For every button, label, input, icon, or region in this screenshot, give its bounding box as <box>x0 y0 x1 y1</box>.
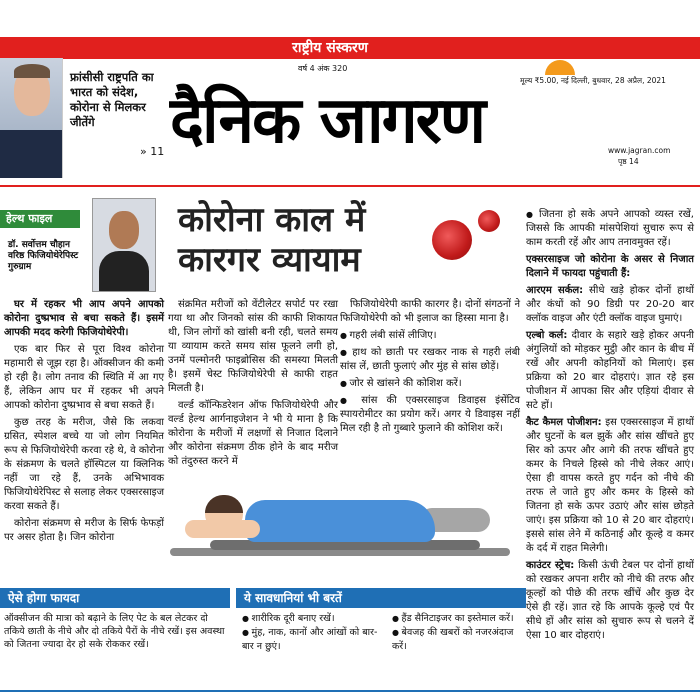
illustration-hair <box>205 495 243 513</box>
list-item: ● जोर से खांसने की कोशिश करें। <box>340 377 520 391</box>
exercise-text: दीवार के सहारे खड़े होकर अपनी अंगुलियों को मोड़कर मुट्ठी और कान के बीच में रखें और अपनी कोहनियों को मिलाएं। इस प्रक्रिया को 20 बार दोहराएं। ज्ञात रहे इस पोजीशन में आपका सिर और एड़ियां दीवार से सटे हों। <box>526 330 695 411</box>
paragraph: एक बार फिर से पूरा विश्व कोरोना महामारी से जूझ रहा है। ऑक्सीजन की कमी हो रही है। लोग तनाव की स्थिति में आ गए हैं, लेकिन आप घर में रहकर भी अपने आपको कोरोना दुष्प्रभाव से बचा सकते हैं। <box>4 344 164 411</box>
virus-small-icon <box>478 210 500 232</box>
exercise-label: एल्बो कर्ल: <box>526 330 568 341</box>
exercise-text: सीधे खड़े होकर दोनों हाथों और कंधों को 90 डिग्री पर 20-20 बार क्लॉक वाइज और एंटी क्लॉक वाइज घुमाएं। <box>526 285 694 324</box>
paragraph: फिजियोथेरेपी काफी कारगर है। दोनों संगठनों ने फिजियोथेरेपी को भी इलाज का हिस्सा माना है। <box>340 299 520 324</box>
list-item: ● हाथ को छाती पर रखकर नाक से गहरी लंबी सांस लें, छाती फुलाएं और मुंह से सांस छोड़ें। <box>340 346 520 374</box>
list-item: ● जितना हो सके अपने आपको व्यस्त रखें, जिससे कि आपकी मांसपेशियां सुचारु रूप से काम करती रहें और आप तनावमुक्त रहें। <box>526 208 694 250</box>
exercise-text: किसी ऊंची टेबल पर दोनों हाथों को रखकर अपना शरीर को नीचे की तरफ और कूल्हों को पीछे की तरफ खींचें और कुछ देर ऐसे ही रहें। ज्ञात रहे कि आपके कूल्हे एवं पैर सीधे हों और सांस को सुचारु रूप से चलने दें ऐसा 10 बार दोहराएं। <box>526 560 694 641</box>
author-face <box>109 211 139 249</box>
newspaper-logo: दैनिक जागरण <box>170 83 485 158</box>
caution-box-title: ये सावधानियां भी बरतें <box>236 588 526 608</box>
footer-rule <box>0 690 700 692</box>
page-count: पृष्ठ 14 <box>618 157 639 166</box>
exercise-text: इस एक्सरसाइज में हाथों और घुटनों के बल झुकें और सांस खींचते हुए सिर को ऊपर और आगे की तरफ खींचते हुए कमर के निचले हिस्से को नीचे लेकर आएं। ऐसा ही वापस करते हुए गर्दन को नीचे की तरफ ले जाते हुए और कमर के हिस्से को जितना हो सके ऊपर उठाएं और सांस छोड़ते जाएं। इस प्रक्रिया को 10 से 20 बार दोहराएं। इससे सांस लेने में कठिनाई और कूल्हे व कमर के दर्द में राहत मिलेगी। <box>526 417 694 554</box>
article-column-4 <box>526 208 694 646</box>
list-item: ● हैंड सैनिटाइजर का इस्तेमाल करें। <box>392 612 522 626</box>
benefit-box-title: ऐसे होगा फायदा <box>0 588 230 608</box>
paragraph: संक्रमित मरीजों को वेंटीलेटर सपोर्ट पर रखा गया था और जिनको सांस की काफी शिकायत थी, जिन लोगों को खांसी बनी रही, चलते समय या व्यायाम करते समय सांस फूलने लगी हो, उनमें पल्मोनरी फाइब्रोसिस की समस्या मिलती है। इसमें चेस्ट फिजियोथेरेपी से काफी राहत मिलती है। <box>168 299 338 394</box>
tips-list <box>340 329 520 436</box>
list-item: ● शारीरिक दूरी बनाए रखें। <box>242 612 382 626</box>
logo-sun-icon <box>545 60 575 75</box>
health-file-label: हेल्थ फाइल <box>6 212 53 225</box>
virus-icon <box>432 220 472 260</box>
exercise-counter-stretch <box>526 559 694 643</box>
list-item: ● बेवजह की खबरों को नजरअंदाज करें। <box>392 626 522 654</box>
lead-paragraph: घर में रहकर भी आप अपने आपको कोरोना दुष्प्रभाव से बचा सकते हैं। इसमें आपकी मदद करेगी फिजियोथेरेपी। <box>4 299 164 338</box>
price-date: मूल्य ₹5.00, नई दिल्ली, बुधवार, 28 अप्रैल, 2021 <box>520 76 666 85</box>
teaser-headline[interactable]: फ्रांसीसी राष्ट्रपति का भारत को संदेश, कोरोना से मिलकर जीतेंगे <box>70 70 154 129</box>
volume-issue: वर्ष 4 अंक 320 <box>298 64 348 73</box>
caution-list-right <box>392 612 522 654</box>
paragraph: कोरोना संक्रमण से मरीज के सिर्फ फेफड़ों पर असर होता है। जिन कोरोना <box>4 518 164 543</box>
edition-label: राष्ट्रीय संस्करण <box>292 40 368 56</box>
headline-line-2: कारगर व्यायाम <box>178 240 361 280</box>
exercise-elbow-curl <box>526 329 694 413</box>
paragraph: कुछ तरह के मरीज, जैसे कि लकवा ग्रसित, स्पेशल बच्चे या जो लोग नियमित रूप से फिजियोथेरेपी करवा रहे थे, वे कोरोना के संक्रमण के चलते हॉस्पिटल या क्लिनिक नहीं जा रहे हैं, उनके अभिभावक फिजियोथेरेपिस्ट से सलाह लेकर एक्सरसाइज करवा सकते हैं। <box>4 417 164 512</box>
headline-line-1: कोरोना काल में <box>178 200 366 240</box>
author-credit: डॉ. सर्वोत्तम चौहान वरिष्ठ फिजियोथेरेपिस्ट गुरुग्राम <box>8 240 79 272</box>
website[interactable]: www.jagran.com <box>608 146 671 155</box>
masthead-divider <box>0 185 700 187</box>
article-column-1 <box>4 298 164 548</box>
paragraph: वर्ल्ड कॉन्फिडरेशन ऑफ फिजियोथेरेपी और वर्ल्ड हेल्थ आर्गनाइजेशन ने भी ये माना है कि कोरोना के मरीजों में लक्षणों से निजात दिलाने और कोरोना संक्रमण ठीक होने के बाद मरीज को तंदुरुस्त करने में <box>168 400 338 467</box>
caution-list-left <box>242 612 382 654</box>
article-headline <box>178 200 458 280</box>
author-photo <box>92 198 156 292</box>
exercise-arm-circle <box>526 284 694 326</box>
exercise-label: कैट कैमल पोजीशन: <box>526 417 602 428</box>
exercise-label: आरएम सर्कल: <box>526 285 584 296</box>
exercise-heading: एक्सरसाइज जो कोरोना के असर से निजात दिलाने में फायदा पहुंचाती हैं: <box>526 254 694 279</box>
list-item: ● सांस की एक्सरसाइज डिवाइस इंसेंटिव स्पायरोमीटर का प्रयोग करें। अगर ये डिवाइस नहीं मिल रही है तो गुब्बारे फुलाने की कोशिश करें। <box>340 394 520 436</box>
author-body <box>99 251 149 291</box>
teaser-hair <box>14 64 50 78</box>
list-item: ● मुंह, नाक, कानों और आंखों को बार-बार न छुएं। <box>242 626 382 654</box>
illustration-body <box>245 500 435 542</box>
teaser-photo[interactable] <box>0 58 63 178</box>
benefit-box-text: ऑक्सीजन की मात्रा को बढ़ाने के लिए पेट के बल लेटकर दो तकिये छाती के नीचे और दो तकिये पैरों के नीचे रखें। इस अवस्था को जितना ज्यादा देर हो सके रोककर रखें। <box>4 613 225 650</box>
exercise-cat-camel <box>526 416 694 556</box>
exercise-label: काउंटर स्ट्रेच: <box>526 560 575 571</box>
teaser-page-ref[interactable]: » 11 <box>140 145 165 158</box>
article-column-2 <box>168 298 338 472</box>
article-column-3 <box>340 298 520 439</box>
list-item: ● गहरी लंबी सांसें लीजिए। <box>340 329 520 343</box>
